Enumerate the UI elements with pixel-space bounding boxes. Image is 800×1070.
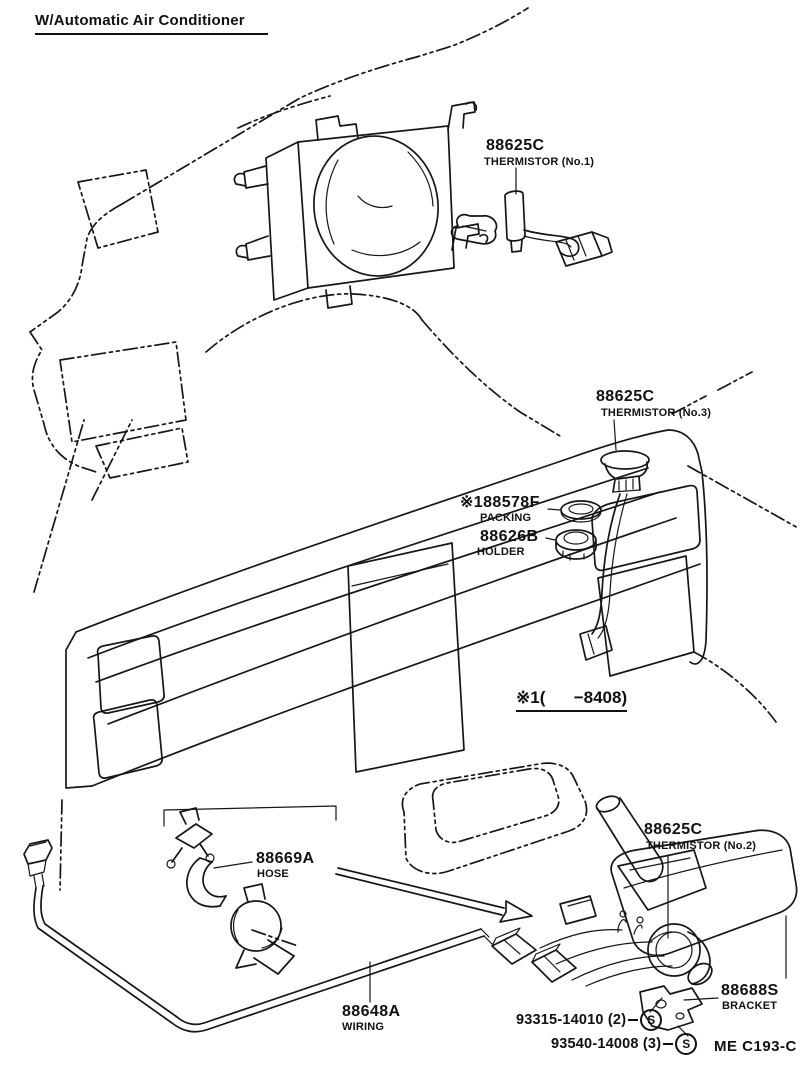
thermistor1-drawing <box>451 168 612 266</box>
page-title: W/Automatic Air Conditioner <box>35 12 268 35</box>
label-packing-name: PACKING <box>480 512 532 524</box>
applicability-note: ※1( −8408) <box>516 689 627 712</box>
label-thermistor1-name: THERMISTOR (No.1) <box>484 156 595 168</box>
label-screw-a <box>516 1009 662 1031</box>
dashboard-drawing <box>34 372 798 890</box>
label-wiring-number: 88648A <box>342 1003 401 1020</box>
screw-symbol: S <box>640 1009 662 1031</box>
diagram-code: ME C193-C <box>714 1038 797 1055</box>
screw-b-number: 93540-14008 (3) <box>551 1036 662 1052</box>
packing-note-mark: ※1 <box>460 494 484 511</box>
label-packing-number: ※188578F <box>460 494 540 511</box>
label-hose-number: 88669A <box>256 850 315 867</box>
label-holder-name: HOLDER <box>477 546 525 558</box>
label-screw-b <box>551 1033 697 1055</box>
label-thermistor3-number: 88625C <box>596 388 655 405</box>
label-holder-number: 88626B <box>480 528 539 545</box>
label-thermistor2-number: 88625C <box>644 821 703 838</box>
console-drawing <box>252 763 797 978</box>
screw-a-number: 93315-14010 (2) <box>516 1012 627 1028</box>
label-thermistor3-name: THERMISTOR (No.3) <box>601 407 712 419</box>
blower-unit-drawing <box>234 102 487 308</box>
hose-drawing <box>164 806 336 974</box>
label-thermistor2-name: THERMISTOR (No.2) <box>646 840 757 852</box>
label-thermistor1-number: 88625C <box>486 137 545 154</box>
label-bracket-number: 88688S <box>721 982 779 999</box>
label-wiring-name: WIRING <box>342 1021 385 1033</box>
routing-arrow <box>336 868 532 922</box>
leader-dash <box>628 1019 638 1021</box>
leader-dash <box>663 1043 673 1045</box>
screw-symbol: S <box>675 1033 697 1055</box>
label-hose-name: HOSE <box>257 868 289 880</box>
thermistor3-drawing <box>546 420 649 660</box>
label-bracket-name: BRACKET <box>722 1000 778 1012</box>
